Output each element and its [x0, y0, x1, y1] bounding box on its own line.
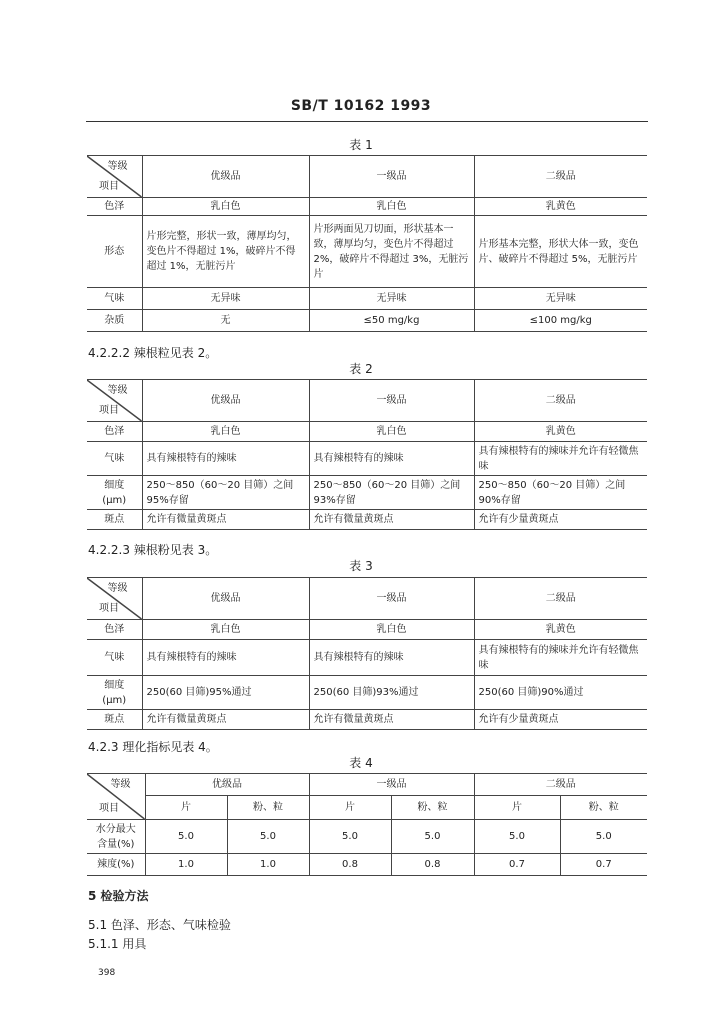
table-cell: 1.0: [145, 854, 227, 876]
table4: [87, 773, 647, 876]
table-cell: 具有辣根特有的辣味: [309, 640, 474, 676]
section-5-1: 5.1 色泽、形态、气味检验: [88, 918, 231, 932]
section-4-2-2-3: 4.2.2.3 辣根粉见表 3。: [88, 543, 218, 557]
sub-header: 粉、粒: [227, 796, 309, 820]
standard-header: SB/T 10162 1993: [290, 98, 432, 114]
corner-grade: 等级: [110, 779, 131, 790]
row-label: 色泽: [87, 422, 142, 442]
table2-caption: 表 2: [349, 362, 373, 376]
table-cell: 允许有少量黄斑点: [474, 510, 647, 530]
table-cell: 乳白色: [309, 198, 474, 216]
table-cell: 乳黄色: [474, 198, 647, 216]
col-header: 二级品: [474, 380, 647, 422]
table-cell: 乳白色: [309, 620, 474, 640]
col-header: 优级品: [142, 380, 309, 422]
table-cell: ≤50 mg/kg: [309, 310, 474, 332]
row-label-line2: (μm): [102, 694, 127, 706]
corner-grade: 等级: [107, 161, 128, 172]
table-cell: 250(60 目筛)90%通过: [474, 676, 647, 710]
sub-header: 片: [145, 796, 227, 820]
sub-header: 片: [309, 796, 391, 820]
table-cell: 0.7: [560, 854, 647, 876]
row-label: 杂质: [87, 310, 142, 332]
table-cell: 5.0: [309, 820, 391, 854]
row-label: 色泽: [87, 198, 142, 216]
col-header: 一级品: [309, 578, 474, 620]
section-5: 5 检验方法: [88, 889, 149, 903]
table-cell: 5.0: [227, 820, 309, 854]
section-4-2-3: 4.2.3 理化指标见表 4。: [88, 740, 218, 754]
row-label-line1: 细度: [104, 679, 125, 691]
table2-corner: [87, 380, 142, 422]
table-cell: 250～850（60～20 目筛）之间 93%存留: [309, 476, 474, 510]
sub-header: 片: [474, 796, 560, 820]
table-cell: 允许有少量黄斑点: [474, 710, 647, 730]
row-label: 气味: [87, 442, 142, 476]
table-cell: 无异味: [309, 288, 474, 310]
table-cell: 无: [142, 310, 309, 332]
sub-header: 粉、粒: [560, 796, 647, 820]
table-cell: 5.0: [145, 820, 227, 854]
table3: [87, 577, 647, 730]
table-cell: 无异味: [474, 288, 647, 310]
header-rule: [86, 121, 648, 122]
table-cell: 5.0: [560, 820, 647, 854]
table-cell: 具有辣根特有的辣味并允许有轻微焦味: [474, 442, 647, 476]
table-cell: 5.0: [391, 820, 474, 854]
row-label-line2: 含量(%): [97, 838, 135, 850]
table-cell: 0.8: [391, 854, 474, 876]
group-header: 二级品: [474, 774, 647, 796]
page-number: 398: [98, 968, 116, 978]
col-header: 二级品: [474, 578, 647, 620]
row-label: 色泽: [87, 620, 142, 640]
row-label: 气味: [87, 640, 142, 676]
table1-corner: [87, 156, 142, 198]
table-cell: ≤100 mg/kg: [474, 310, 647, 332]
group-header: 一级品: [309, 774, 474, 796]
row-label: [87, 476, 142, 510]
row-label: 形态: [87, 216, 142, 288]
table-cell: 允许有微量黄斑点: [142, 510, 309, 530]
table-cell: 具有辣根特有的辣味: [142, 640, 309, 676]
table-cell: 0.8: [309, 854, 391, 876]
section-4-2-2-2: 4.2.2.2 辣根粒见表 2。: [88, 346, 218, 360]
row-label-line1: 水分最大: [95, 823, 136, 835]
table2: [87, 379, 647, 530]
row-label: [87, 820, 145, 854]
corner-grade: 等级: [107, 583, 128, 594]
row-label-line2: (μm): [102, 494, 127, 506]
table4-corner: [87, 774, 145, 820]
group-header: 优级品: [145, 774, 309, 796]
table4-caption: 表 4: [349, 756, 373, 770]
corner-item: 项目: [99, 405, 119, 416]
col-header: 一级品: [309, 156, 474, 198]
corner-item: 项目: [99, 603, 119, 614]
corner-item: 项目: [99, 181, 119, 192]
table-cell: 250～850（60～20 目筛）之间 95%存留: [142, 476, 309, 510]
row-label: 斑点: [87, 710, 142, 730]
table1-caption: 表 1: [349, 138, 373, 152]
table-cell: 250(60 目筛)95%通过: [142, 676, 309, 710]
row-label: 辣度(%): [87, 854, 145, 876]
table-cell: 允许有微量黄斑点: [309, 510, 474, 530]
table-cell: 5.0: [474, 820, 560, 854]
row-label: 斑点: [87, 510, 142, 530]
table-cell: 250(60 目筛)93%通过: [309, 676, 474, 710]
sub-header: 粉、粒: [391, 796, 474, 820]
corner-item: 项目: [99, 803, 119, 814]
table-cell: 具有辣根特有的辣味: [309, 442, 474, 476]
section-5-1-1: 5.1.1 用具: [88, 937, 147, 951]
table-cell: 乳白色: [142, 422, 309, 442]
table-cell: 片形完整，形状一致，薄厚均匀，变色片不得超过 1%，破碎片不得超过 1%，无脏污片: [142, 216, 309, 288]
col-header: 一级品: [309, 380, 474, 422]
table-cell: 乳黄色: [474, 620, 647, 640]
col-header: 优级品: [142, 578, 309, 620]
table-cell: 片形两面见刀切面，形状基本一致，薄厚均匀，变色片不得超过 2%，破碎片不得超过 3%，无脏污片: [309, 216, 474, 288]
row-label: 气味: [87, 288, 142, 310]
table-cell: 1.0: [227, 854, 309, 876]
table-cell: 具有辣根特有的辣味: [142, 442, 309, 476]
table-cell: 250～850（60～20 目筛）之间 90%存留: [474, 476, 647, 510]
table-cell: 具有辣根特有的辣味并允许有轻微焦味: [474, 640, 647, 676]
table-cell: 允许有微量黄斑点: [142, 710, 309, 730]
table3-corner: [87, 578, 142, 620]
table-cell: 乳白色: [309, 422, 474, 442]
col-header: 二级品: [474, 156, 647, 198]
table-cell: 0.7: [474, 854, 560, 876]
col-header: 优级品: [142, 156, 309, 198]
table1: [87, 155, 647, 332]
table-cell: 允许有微量黄斑点: [309, 710, 474, 730]
table-cell: 无异味: [142, 288, 309, 310]
table3-caption: 表 3: [349, 559, 373, 573]
row-label: [87, 676, 142, 710]
table-cell: 乳白色: [142, 620, 309, 640]
corner-grade: 等级: [107, 385, 128, 396]
table-cell: 乳白色: [142, 198, 309, 216]
row-label-line1: 细度: [104, 479, 125, 491]
table-cell: 片形基本完整，形状大体一致，变色片、破碎片不得超过 5%，无脏污片: [474, 216, 647, 288]
table-cell: 乳黄色: [474, 422, 647, 442]
